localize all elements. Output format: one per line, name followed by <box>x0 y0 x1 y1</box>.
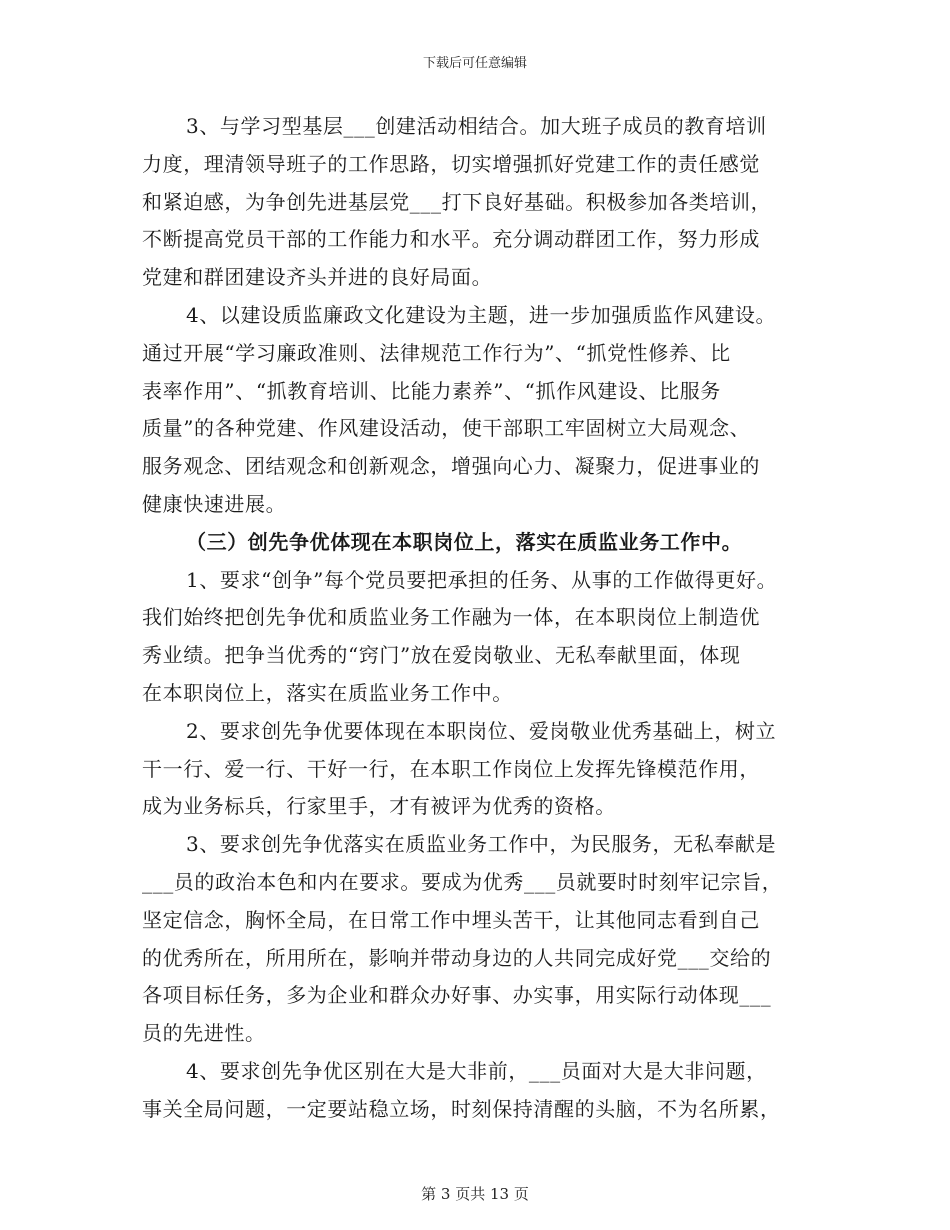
paragraph-line: 通过开展“学习廉政准则、法律规范工作行为”、“抓党性修养、比 <box>142 340 731 365</box>
paragraph-line: 1、要求“创争”每个党员要把承担的任务、从事的工作做得更好。 <box>186 567 778 592</box>
paragraph-line: 事关全局问题，一定要站稳立场，时刻保持清醒的头脑，不为名所累， <box>142 1096 781 1121</box>
paragraph-line: ___员的政治本色和内在要求。要成为优秀___员就要时时刻牢记宗旨， <box>142 869 783 894</box>
paragraph-line: 员的先进性。 <box>142 1021 266 1046</box>
paragraph-line: 坚定信念，胸怀全局，在日常工作中埋头苦干，让其他同志看到自己 <box>142 907 760 932</box>
paragraph-line: 的优秀所在，所用所在，影响并带动身边的人共同完成好党___交给的 <box>142 945 772 970</box>
paragraph-line: 干一行、爱一行、干好一行，在本职工作岗位上发挥先锋模范作用， <box>142 756 760 781</box>
paragraph-line: 3、要求创先争优落实在质监业务工作中，为民服务，无私奉献是 <box>186 832 777 857</box>
paragraph-line: 4、以建设质监廉政文化建设为主题，进一步加强质监作风建设。 <box>186 302 777 327</box>
paragraph-line: 4、要求创先争优区别在大是大非前，___员面对大是大非问题， <box>186 1058 767 1083</box>
paragraph-line: 成为业务标兵，行家里手，才有被评为优秀的资格。 <box>142 794 616 819</box>
paragraph-line: 2、要求创先争优要体现在本职岗位、爱岗敬业优秀基础上，树立 <box>186 718 777 743</box>
section-heading: （三）创先争优体现在本职岗位上，落实在质监业务工作中。 <box>186 529 743 554</box>
paragraph-line: 3、与学习型基层___创建活动相结合。加大班子成员的教育培训 <box>186 114 767 138</box>
paragraph-line: 服务观念、团结观念和创新观念，增强向心力、凝聚力，促进事业的 <box>142 454 760 479</box>
document-body <box>142 108 822 1129</box>
paragraph-line: 力度，理清领导班子的工作思路，切实增强抓好党建工作的责任感觉 <box>142 151 760 176</box>
paragraph-line: 和紧迫感，为争创先进基层党___打下良好基础。积极参加各类培训， <box>142 189 772 214</box>
paragraph-line: 质量”的各种党建、作风建设活动，使干部职工牢固树立大局观念、 <box>142 416 751 441</box>
paragraph-line: 我们始终把创先争优和质监业务工作融为一体，在本职岗位上制造优 <box>142 605 760 630</box>
page-header: 下载后可任意编辑 <box>422 56 527 71</box>
paragraph-line: 在本职岗位上，落实在质监业务工作中。 <box>142 680 513 705</box>
paragraph-line: 秀业绩。把争当优秀的“窍门”放在爱岗敬业、无私奉献里面，体现 <box>142 643 741 668</box>
paragraph-line: 各项目标任务，多为企业和群众办好事、办实事，用实际行动体现___ <box>142 983 772 1008</box>
paragraph-line: 党建和群团建设齐头并进的良好局面。 <box>142 265 493 290</box>
paragraph-line: 表率作用”、“抓教育培训、比能力素养”、“抓作风建设、比服务 <box>142 378 721 403</box>
page-footer: 第 3 页共 13 页 <box>421 1185 529 1203</box>
paragraph-line: 不断提高党员干部的工作能力和水平。充分调动群团工作，努力形成 <box>142 227 760 252</box>
paragraph-line: 健康快速进展。 <box>142 491 287 516</box>
